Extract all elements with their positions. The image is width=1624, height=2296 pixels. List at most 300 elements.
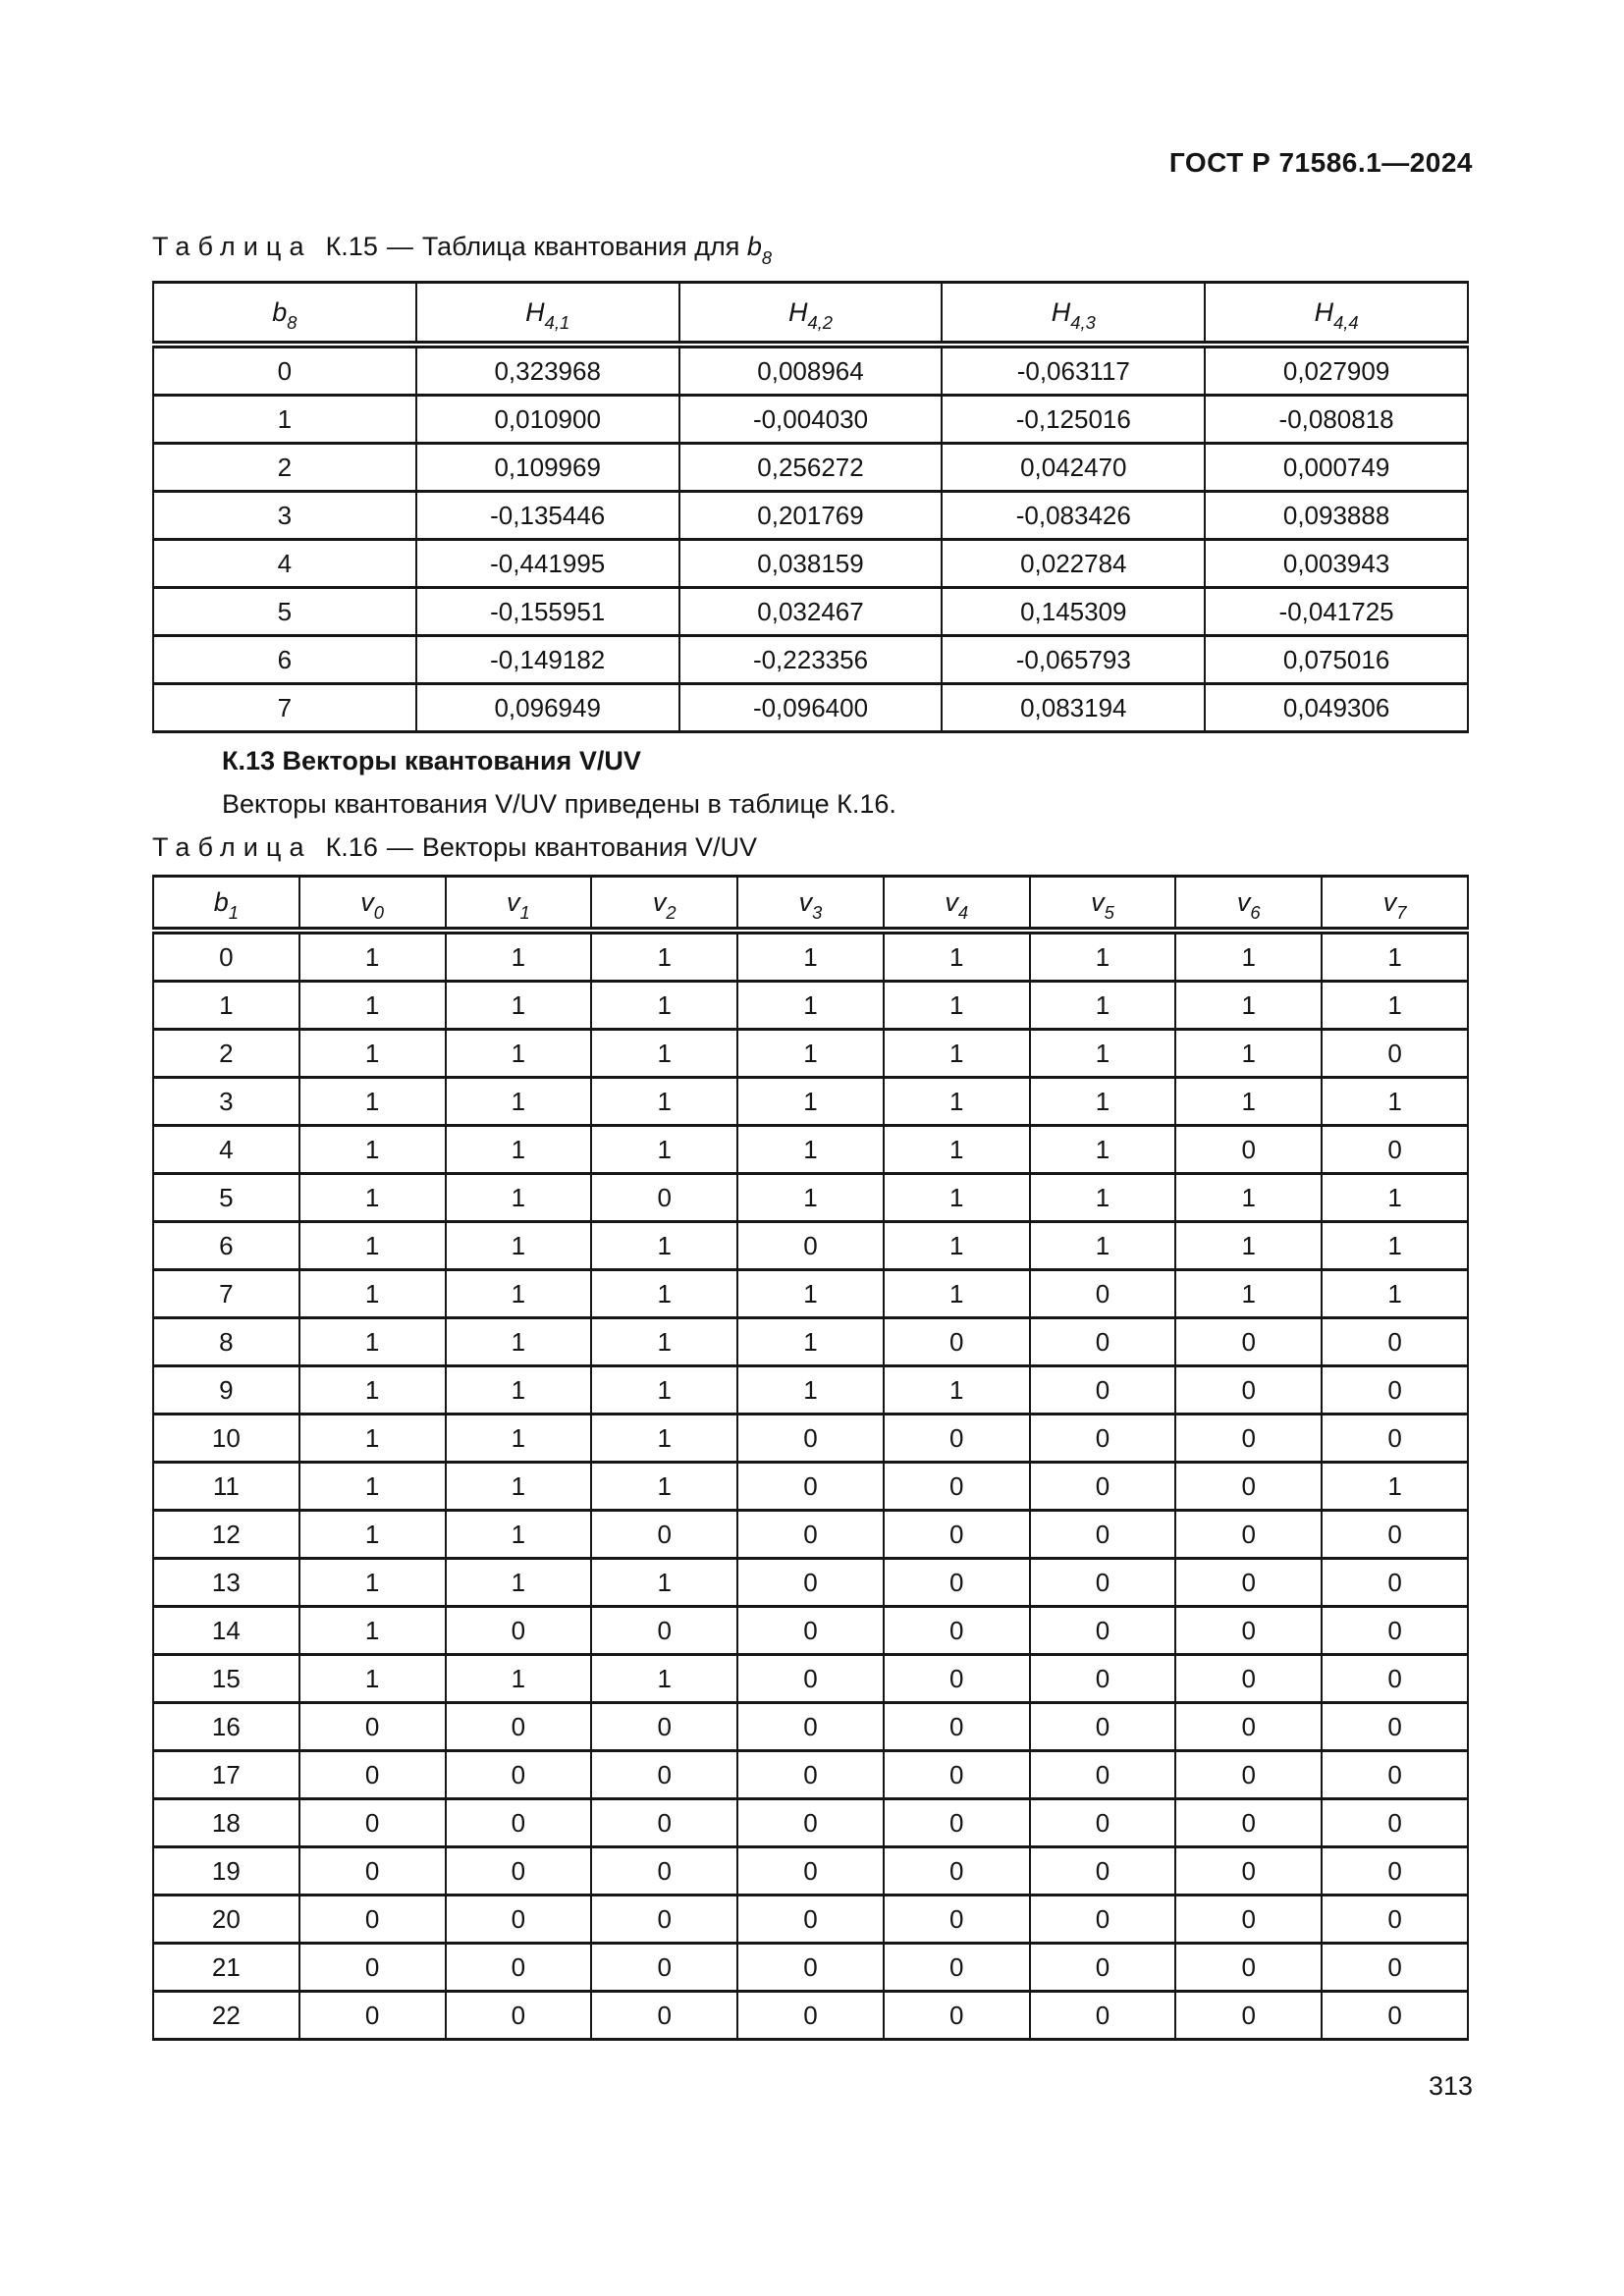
table-cell: 1	[299, 1174, 446, 1222]
table-cell: -0,004030	[679, 396, 943, 444]
table-cell: 1	[591, 982, 737, 1030]
table-cell: 1	[1030, 1222, 1176, 1270]
table-cell: 1	[299, 1270, 446, 1318]
table-cell: 0	[1030, 1655, 1176, 1703]
table-cell: 0	[1175, 1511, 1322, 1559]
table-cell: 2	[153, 444, 416, 492]
table-cell: 0	[1322, 1607, 1468, 1655]
table-cell: 0	[446, 1847, 592, 1896]
table-cell: 1	[591, 1655, 737, 1703]
table-cell: 0	[1322, 1030, 1468, 1078]
table-cell: 1	[737, 1030, 884, 1078]
table-cell: 11	[153, 1463, 299, 1511]
table-row	[153, 588, 1468, 636]
table-cell: 0	[1322, 1415, 1468, 1463]
table-cell: 0	[591, 1799, 737, 1847]
table-cell: 0	[153, 931, 299, 982]
table-cell: 0	[1030, 1415, 1176, 1463]
table-row	[153, 1366, 1468, 1415]
table-cell: 0	[299, 1944, 446, 1992]
table-cell: 1	[1175, 1270, 1322, 1318]
table-cell: 0	[1030, 1703, 1176, 1751]
table-cell: 1	[591, 1222, 737, 1270]
table-cell: 6	[153, 636, 416, 684]
table-cell: 0	[299, 1799, 446, 1847]
caption-variable: $b_8$	[746, 232, 773, 268]
table-cell: 0	[737, 1847, 884, 1896]
section-paragraph: Векторы квантования V/UV приведены в таблице К.16.	[222, 789, 896, 819]
table-cell: 1	[1322, 1174, 1468, 1222]
table-row	[153, 1655, 1468, 1703]
table-cell: 1	[299, 1126, 446, 1174]
table-cell: 0	[1322, 1896, 1468, 1944]
table-cell: -0,135446	[416, 492, 679, 540]
table-cell: 1	[153, 982, 299, 1030]
table-cell: 1	[737, 1366, 884, 1415]
column-header: $H_{4,1}$	[416, 283, 679, 346]
table-cell: 0	[591, 1607, 737, 1655]
table-cell: 0	[1175, 1318, 1322, 1366]
table-cell: 1	[446, 982, 592, 1030]
table-cell: 0	[299, 1751, 446, 1799]
table-cell: 1	[737, 1078, 884, 1126]
table-cell: 1	[884, 931, 1030, 982]
table-cell: 17	[153, 1751, 299, 1799]
table-cell: 1	[1030, 1078, 1176, 1126]
table-cell: 0,032467	[679, 588, 943, 636]
table-cell: 1	[737, 931, 884, 982]
table-cell: 15	[153, 1655, 299, 1703]
column-header: $v_0$	[299, 877, 446, 932]
table-cell: 0,038159	[679, 540, 943, 588]
column-header: $v_3$	[737, 877, 884, 932]
table-cell: 0	[1030, 1511, 1176, 1559]
table-cell: 0	[1175, 1126, 1322, 1174]
table-cell: 0,323968	[416, 345, 679, 396]
table-cell: 0	[446, 1607, 592, 1655]
section-heading-k13: К.13 Векторы квантования V/UV	[222, 746, 641, 775]
table-cell: 0	[1322, 1944, 1468, 1992]
table-cell: 10	[153, 1415, 299, 1463]
table-row	[153, 1318, 1468, 1366]
table-cell: 1	[1175, 982, 1322, 1030]
table-cell: 7	[153, 684, 416, 732]
table-cell: 1	[446, 1559, 592, 1607]
table-cell: -0,149182	[416, 636, 679, 684]
table-row	[153, 345, 1468, 396]
table-row	[153, 1270, 1468, 1318]
table-row	[153, 1607, 1468, 1655]
table-cell: 22	[153, 1992, 299, 2040]
table-row	[153, 1944, 1468, 1992]
table-cell: 1	[1030, 982, 1176, 1030]
table-cell: 0	[1322, 1703, 1468, 1751]
table-cell: 1	[299, 1030, 446, 1078]
table-cell: 1	[1175, 1222, 1322, 1270]
table-cell: 0	[1322, 1366, 1468, 1415]
table-cell: 0	[737, 1607, 884, 1655]
table-cell: 0,093888	[1205, 492, 1468, 540]
table-cell: 0	[1175, 1655, 1322, 1703]
table-cell: 0	[1175, 1366, 1322, 1415]
table-cell: 5	[153, 1174, 299, 1222]
table-row	[153, 1174, 1468, 1222]
table-cell: 0	[1175, 1799, 1322, 1847]
table-cell: 1	[591, 1415, 737, 1463]
table-cell: 0	[1030, 1992, 1176, 2040]
table-cell: 0	[884, 1751, 1030, 1799]
table-cell: 1	[1322, 982, 1468, 1030]
table-cell: 0,145309	[942, 588, 1205, 636]
header-row	[153, 877, 1468, 932]
table-cell: 1	[1175, 1030, 1322, 1078]
table-cell: 1	[884, 1126, 1030, 1174]
table-cell: 13	[153, 1559, 299, 1607]
table-cell: -0,063117	[942, 345, 1205, 396]
table-cell: 1	[446, 1126, 592, 1174]
table-cell: 3	[153, 492, 416, 540]
vuv-vectors-table-k16	[152, 875, 1469, 2041]
table-cell: 1	[591, 1559, 737, 1607]
table-cell: 0	[737, 1511, 884, 1559]
table-cell: 0,042470	[942, 444, 1205, 492]
table-row	[153, 1847, 1468, 1896]
table-cell: 1	[446, 1222, 592, 1270]
column-header: $v_2$	[591, 877, 737, 932]
table-cell: 0,096949	[416, 684, 679, 732]
caption-number: К.15	[325, 232, 378, 261]
table-cell: 1	[446, 1318, 592, 1366]
table-cell: 0	[884, 1607, 1030, 1655]
table-cell: 0	[1175, 1896, 1322, 1944]
table-cell: 1	[591, 1126, 737, 1174]
table-cell: 1	[446, 1078, 592, 1126]
table-cell: 0	[737, 1799, 884, 1847]
column-header: $H_{4,2}$	[679, 283, 943, 346]
table-cell: 0	[299, 1896, 446, 1944]
table-cell: 0	[737, 1222, 884, 1270]
table-cell: 0	[1175, 1992, 1322, 2040]
standard-designation: ГОСТ Р 71586.1—2024	[1168, 147, 1473, 178]
table-cell: 0	[737, 1992, 884, 2040]
table-cell: 0	[737, 1655, 884, 1703]
table-cell: 0	[1030, 1270, 1176, 1318]
table-cell: 0	[446, 1751, 592, 1799]
table-row	[153, 1896, 1468, 1944]
caption-title: Векторы квантования V/UV	[421, 832, 758, 862]
table-cell: 0	[1322, 1992, 1468, 2040]
table-cell: 1	[1175, 1174, 1322, 1222]
table-cell: 0,049306	[1205, 684, 1468, 732]
table-cell: -0,065793	[942, 636, 1205, 684]
table-cell: 6	[153, 1222, 299, 1270]
table-cell: 0	[446, 1944, 592, 1992]
caption-dash: —	[386, 832, 413, 862]
table-cell: 0	[1175, 1751, 1322, 1799]
column-header: $v_6$	[1175, 877, 1322, 932]
table-cell: 0	[884, 1992, 1030, 2040]
table-cell: 1	[737, 982, 884, 1030]
table-cell: 1	[446, 1366, 592, 1415]
table-cell: 0	[299, 1703, 446, 1751]
table-cell: 1	[1175, 1078, 1322, 1126]
table-cell: 0	[1030, 1944, 1176, 1992]
table-cell: 0	[591, 1944, 737, 1992]
table-cell: 0	[884, 1655, 1030, 1703]
column-header: $v_1$	[446, 877, 592, 932]
table-cell: 1	[446, 1511, 592, 1559]
table-cell: 1	[737, 1174, 884, 1222]
table-row	[153, 636, 1468, 684]
table-k15-caption	[152, 232, 773, 268]
table-cell: 0	[591, 1896, 737, 1944]
table-cell: 0	[884, 1463, 1030, 1511]
table-cell: 0	[1175, 1463, 1322, 1511]
table-cell: 0	[591, 1703, 737, 1751]
table-cell: 1	[446, 1030, 592, 1078]
table-cell: 0	[737, 1415, 884, 1463]
table-cell: 1	[737, 1270, 884, 1318]
table-cell: 1	[884, 1270, 1030, 1318]
table-cell: 0,027909	[1205, 345, 1468, 396]
table-cell: 18	[153, 1799, 299, 1847]
table-cell: 0	[884, 1559, 1030, 1607]
table-cell: 0	[884, 1896, 1030, 1944]
table-cell: 0	[591, 1751, 737, 1799]
table-cell: 0	[1322, 1511, 1468, 1559]
table-cell: 0	[299, 1847, 446, 1896]
table-cell: -0,080818	[1205, 396, 1468, 444]
table-cell: -0,083426	[942, 492, 1205, 540]
table-cell: 1	[884, 1030, 1030, 1078]
table-cell: 0,201769	[679, 492, 943, 540]
table-cell: 1	[299, 1415, 446, 1463]
table-row	[153, 396, 1468, 444]
column-header: $H_{4,4}$	[1205, 283, 1468, 346]
table-cell: 16	[153, 1703, 299, 1751]
table-cell: -0,041725	[1205, 588, 1468, 636]
table-cell: -0,441995	[416, 540, 679, 588]
table-cell: 1	[1322, 1270, 1468, 1318]
table-cell: 1	[1322, 1222, 1468, 1270]
table-row	[153, 1078, 1468, 1126]
table-cell: 1	[299, 982, 446, 1030]
quantization-table-k15	[152, 281, 1469, 733]
table-cell: 0	[1175, 1559, 1322, 1607]
table-cell: 1	[884, 1078, 1030, 1126]
table-cell: 0	[884, 1415, 1030, 1463]
table-row	[153, 1992, 1468, 2040]
table-cell: 0	[1030, 1751, 1176, 1799]
table-cell: 1	[591, 1366, 737, 1415]
table-cell: 1	[299, 1463, 446, 1511]
table-cell: 0	[1030, 1366, 1176, 1415]
table-cell: 0	[299, 1992, 446, 2040]
column-header: $b_8$	[153, 283, 416, 346]
table-cell: 1	[591, 1078, 737, 1126]
table-cell: 0	[737, 1896, 884, 1944]
table-cell: 0	[446, 1896, 592, 1944]
table-cell: 0	[591, 1511, 737, 1559]
table-k15-header	[153, 283, 1468, 346]
table-cell: 0	[1030, 1607, 1176, 1655]
table-cell: 1	[1030, 1174, 1176, 1222]
table-cell: 0	[1175, 1944, 1322, 1992]
column-header: $H_{4,3}$	[942, 283, 1205, 346]
table-row	[153, 931, 1468, 982]
column-header: $v_5$	[1030, 877, 1176, 932]
table-cell: 0	[1175, 1847, 1322, 1896]
table-row	[153, 1463, 1468, 1511]
table-cell: -0,096400	[679, 684, 943, 732]
caption-number: К.16	[325, 832, 378, 862]
table-cell: 8	[153, 1318, 299, 1366]
table-cell: 3	[153, 1078, 299, 1126]
table-row	[153, 1126, 1468, 1174]
table-cell: -0,155951	[416, 588, 679, 636]
table-row	[153, 684, 1468, 732]
table-cell: 5	[153, 588, 416, 636]
table-cell: 0	[737, 1463, 884, 1511]
table-cell: 0	[1322, 1126, 1468, 1174]
table-cell: 1	[446, 931, 592, 982]
table-cell: 0	[1322, 1655, 1468, 1703]
table-cell: 0,022784	[942, 540, 1205, 588]
table-cell: 0	[1322, 1799, 1468, 1847]
caption-word: Таблица	[152, 232, 312, 261]
table-cell: 1	[446, 1174, 592, 1222]
table-cell: 0,083194	[942, 684, 1205, 732]
table-cell: 0	[1322, 1847, 1468, 1896]
table-cell: 1	[1175, 931, 1322, 982]
page-number: 313	[1428, 2071, 1473, 2101]
table-cell: 0	[1175, 1703, 1322, 1751]
table-row	[153, 1030, 1468, 1078]
table-k16-header	[153, 877, 1468, 932]
table-cell: 0	[884, 1847, 1030, 1896]
table-row	[153, 444, 1468, 492]
table-row	[153, 1799, 1468, 1847]
table-cell: 7	[153, 1270, 299, 1318]
table-cell: 0	[1030, 1896, 1176, 1944]
table-cell: 0	[884, 1944, 1030, 1992]
table-cell: 0,256272	[679, 444, 943, 492]
caption-title: Таблица квантования для	[421, 232, 740, 261]
table-cell: 0	[737, 1751, 884, 1799]
table-cell: 1	[1030, 931, 1176, 982]
table-cell: 14	[153, 1607, 299, 1655]
caption-word: Таблица	[152, 832, 312, 862]
table-cell: 1	[299, 1559, 446, 1607]
table-k16-caption	[152, 832, 757, 863]
table-cell: 1	[884, 1366, 1030, 1415]
table-cell: 0	[737, 1944, 884, 1992]
header-row	[153, 283, 1468, 346]
table-cell: 1	[299, 1655, 446, 1703]
table-cell: 1	[446, 1463, 592, 1511]
table-cell: 1	[1322, 1078, 1468, 1126]
column-header: $v_4$	[884, 877, 1030, 932]
table-cell: 1	[299, 1222, 446, 1270]
table-cell: 0	[884, 1703, 1030, 1751]
table-cell: 4	[153, 540, 416, 588]
table-row	[153, 1751, 1468, 1799]
table-cell: 0,010900	[416, 396, 679, 444]
table-cell: 1	[446, 1270, 592, 1318]
table-cell: 4	[153, 1126, 299, 1174]
table-cell: 1	[884, 1174, 1030, 1222]
table-cell: 0	[737, 1559, 884, 1607]
table-cell: 1	[1030, 1126, 1176, 1174]
table-cell: 1	[446, 1415, 592, 1463]
table-k16-body	[153, 931, 1468, 2040]
table-cell: 1	[1030, 1030, 1176, 1078]
table-cell: 0,109969	[416, 444, 679, 492]
table-cell: 12	[153, 1511, 299, 1559]
table-cell: 2	[153, 1030, 299, 1078]
table-cell: 1	[591, 1318, 737, 1366]
table-cell: 1	[884, 982, 1030, 1030]
table-cell: 0	[591, 1174, 737, 1222]
table-cell: 0	[884, 1799, 1030, 1847]
table-cell: 0	[1322, 1559, 1468, 1607]
table-cell: 1	[299, 1318, 446, 1366]
table-cell: 0	[1030, 1847, 1176, 1896]
table-cell: 0	[591, 1847, 737, 1896]
table-cell: 1	[299, 931, 446, 982]
table-cell: 0	[737, 1703, 884, 1751]
table-cell: 0,000749	[1205, 444, 1468, 492]
table-cell: 0	[1030, 1463, 1176, 1511]
table-cell: 1	[153, 396, 416, 444]
table-cell: 1	[299, 1511, 446, 1559]
table-cell: 1	[884, 1222, 1030, 1270]
table-cell: 1	[299, 1078, 446, 1126]
table-cell: 1	[591, 931, 737, 982]
table-cell: 1	[737, 1126, 884, 1174]
table-cell: 0	[153, 345, 416, 396]
table-row	[153, 1511, 1468, 1559]
table-cell: 1	[446, 1655, 592, 1703]
table-cell: 0	[446, 1703, 592, 1751]
table-cell: 0	[884, 1318, 1030, 1366]
table-cell: 0	[1030, 1318, 1176, 1366]
table-cell: 0	[1175, 1607, 1322, 1655]
table-cell: 0	[1322, 1318, 1468, 1366]
table-cell: 1	[737, 1318, 884, 1366]
table-cell: 21	[153, 1944, 299, 1992]
table-cell: 0	[591, 1992, 737, 2040]
table-row	[153, 1559, 1468, 1607]
table-cell: 0	[1030, 1799, 1176, 1847]
table-cell: 0,075016	[1205, 636, 1468, 684]
table-cell: 9	[153, 1366, 299, 1415]
table-cell: 0,003943	[1205, 540, 1468, 588]
table-row	[153, 982, 1468, 1030]
table-row	[153, 492, 1468, 540]
table-cell: -0,125016	[942, 396, 1205, 444]
column-header: $b_1$	[153, 877, 299, 932]
table-cell: 1	[591, 1270, 737, 1318]
table-cell: 0	[1322, 1751, 1468, 1799]
table-cell: 0	[1175, 1415, 1322, 1463]
table-cell: 1	[1322, 931, 1468, 982]
table-cell: -0,223356	[679, 636, 943, 684]
table-cell: 1	[591, 1030, 737, 1078]
table-row	[153, 1415, 1468, 1463]
caption-dash: —	[386, 232, 413, 261]
table-row	[153, 540, 1468, 588]
